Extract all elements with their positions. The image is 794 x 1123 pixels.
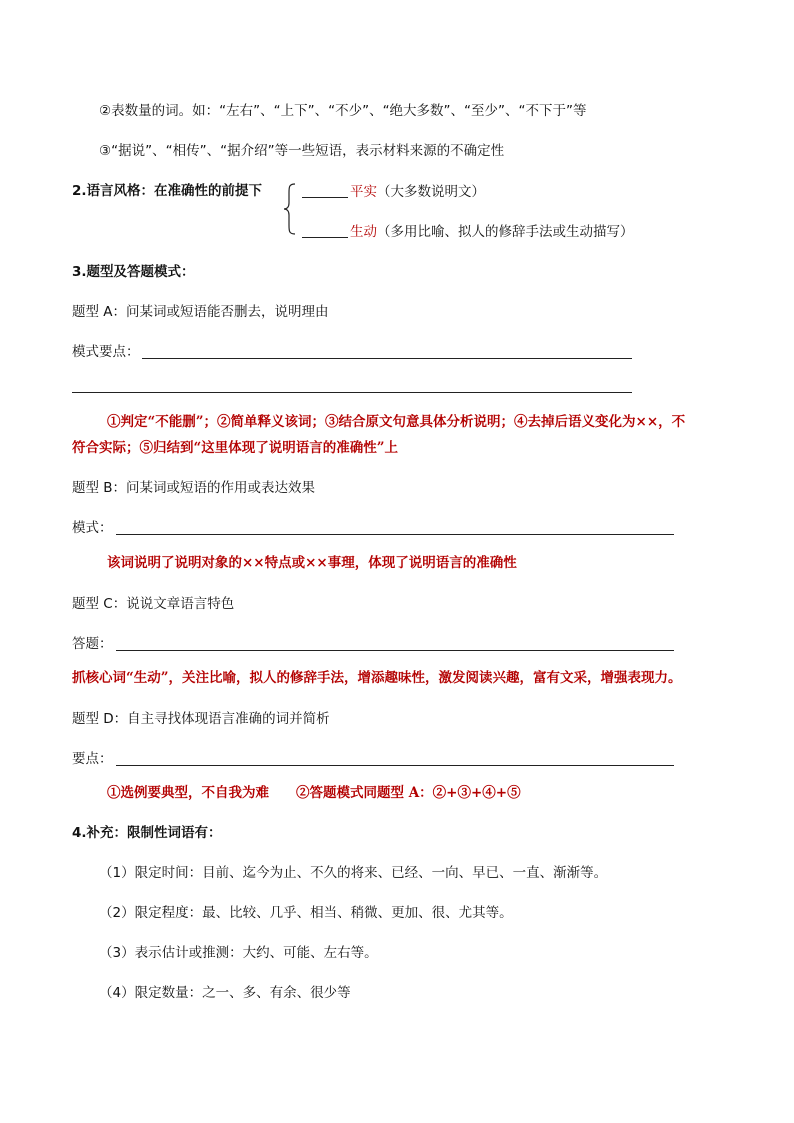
section4-item-quantity: （4）限定数量：之一、多、有余、很少等 (99, 985, 351, 1001)
typeA-answer-1: ①判定“不能删”；②简单释义该词；③结合原文句意具体分析说明；④去掉后语义变化为××，不 (107, 414, 686, 430)
typeD-label: 要点： (72, 751, 113, 767)
style-note-plain: （大多数说明文） (377, 184, 485, 200)
typeC-label: 答题： (72, 636, 113, 652)
line-source-phrases: ③“据说”、“相传”、“据介绍”等一些短语，表示材料来源的不确定性 (99, 143, 505, 159)
typeA-rule-1 (142, 358, 632, 359)
section3-heading: 3.题型及答题模式： (72, 264, 195, 280)
blank-underline (302, 223, 348, 238)
section4-item-degree: （2）限定程度：最、比较、几乎、相当、稍微、更加、很、尤其等。 (99, 905, 513, 921)
typeC-answer: 抓核心词“生动”，关注比喻，拟人的修辞手法，增添趣味性，激发阅读兴趣，富有文采，增强表现力。 (72, 670, 682, 686)
typeB-label: 模式： (72, 520, 113, 536)
style-heading: 2.语言风格：在准确性的前提下 (72, 183, 263, 199)
section4-item-estimate: （3）表示估计或推测：大约、可能、左右等。 (99, 945, 378, 961)
typeD-rule (116, 765, 674, 766)
line-quantity-words: ②表数量的词。如：“左右”、“上下”、“不少”、“绝大多数”、“至少”、“不下于”等 (99, 103, 587, 119)
typeD-title: 题型 D：自主寻找体现语言准确的词并简析 (72, 711, 330, 727)
blank-underline (302, 183, 348, 198)
typeB-answer: 该词说明了说明对象的××特点或××事理，体现了说明语言的准确性 (107, 555, 517, 571)
section4-item-time: （1）限定时间：目前、迄今为止、不久的将来、已经、一向、早已、一直、渐渐等。 (99, 865, 608, 881)
typeC-rule (116, 650, 674, 651)
typeA-title: 题型 A：问某词或短语能否删去，说明理由 (72, 304, 329, 320)
section4-heading: 4.补充：限制性词语有： (72, 825, 222, 841)
typeA-answer-2: 符合实际；⑤归结到“这里体现了说明语言的准确性”上 (72, 440, 399, 456)
brace-icon (283, 183, 297, 235)
typeA-rule-2 (72, 392, 632, 393)
style-note-vivid: （多用比喻、拟人的修辞手法或生动描写） (377, 224, 634, 240)
style-word-plain: 平实 (350, 184, 377, 200)
style-word-vivid: 生动 (350, 224, 377, 240)
typeD-answer: ①选例要典型，不自我为难 ②答题模式同题型 A：②+③+④+⑤ (107, 785, 521, 801)
style-option-plain (302, 182, 485, 202)
typeB-rule (116, 534, 674, 535)
typeB-title: 题型 B：问某词或短语的作用或表达效果 (72, 480, 316, 496)
typeC-title: 题型 C：说说文章语言特色 (72, 596, 235, 612)
style-option-vivid (302, 222, 634, 242)
typeA-label: 模式要点： (72, 344, 140, 360)
